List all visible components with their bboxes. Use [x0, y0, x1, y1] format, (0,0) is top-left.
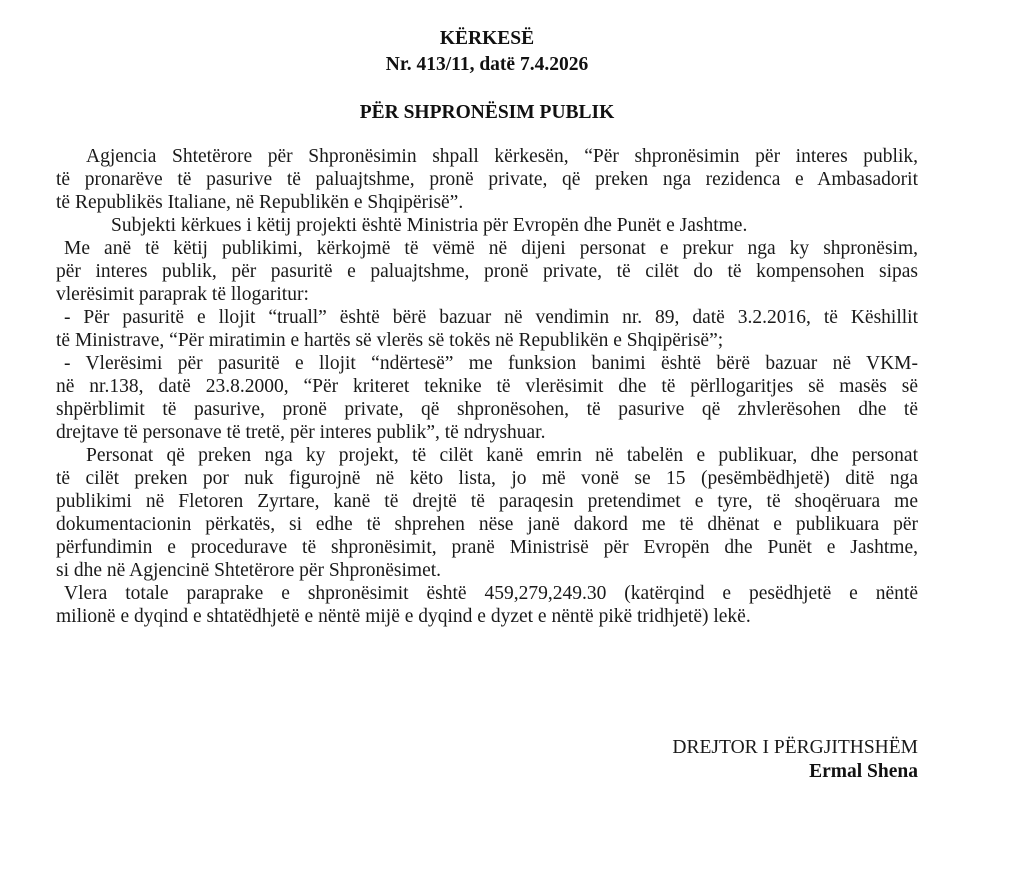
text-line: - Vlerësimi për pasuritë e llojit “ndërtesë” me funksion banimi është bërë bazuar në VKM- — [64, 353, 918, 374]
text-line: Me anë të këtij publikimi, kërkojmë të vëmë në dijeni personat e prekur nga ky shpronësim, — [64, 238, 918, 259]
text-line: të Republikës Italiane, në Republikën e Shqipërisë”. — [56, 192, 464, 213]
text-line: Vlera totale paraprake e shpronësimit është 459,279,249.30 (katërqind e pesëdhjetë e nëntë — [64, 583, 918, 604]
paragraph-affected-persons — [56, 444, 918, 582]
text-line: milionë e dyqind e shtatëdhjetë e nëntë mijë e dyqind e dyzet e nëntë pikë tridhjetë) lekë. — [56, 606, 751, 627]
text-line: Agjencia Shtetërore për Shpronësimin shpall kërkesën, “Për shpronësimin për interes publik, — [86, 146, 918, 167]
paragraph-land-valuation — [56, 306, 918, 352]
document-body — [56, 145, 918, 628]
text-line: shpërblimit të pasurive, pronë private, që shpronësohen, të pasurive që zhvlerësohen dhe të — [56, 399, 918, 420]
document-number: Nr. 413/11, datë 7.4.2026 — [385, 54, 589, 75]
text-line: Personat që preken nga ky projekt, të cilët kanë emrin në tabelën e publikuar, dhe personat — [86, 445, 918, 466]
paragraph-announcement — [56, 145, 918, 214]
document-subject: PËR SHPRONËSIM PUBLIK — [359, 102, 615, 123]
text-line: dokumentacionin përkatës, si edhe të shprehen nëse janë dakord me të dhënat e publikuara për — [56, 514, 918, 535]
text-line: si dhe në Agjencinë Shtetërore për Shpronësimet. — [56, 560, 442, 581]
signature-block — [672, 736, 918, 784]
text-line: përfundimin e procedurave të shpronësimit, pranë Ministrisë për Evropën dhe Punët e Jashtme, — [56, 537, 918, 558]
text-line: në nr.138, datë 23.8.2000, “Për kriteret teknike të vlerësimit dhe të përllogaritjes së masës së — [56, 376, 918, 397]
signatory-name: Ermal Shena — [809, 761, 918, 782]
paragraph-building-valuation — [56, 352, 918, 444]
text-line: - Për pasuritë e llojit “truall” është bërë bazuar në vendimin nr. 89, datë 3.2.2016, të Këshillit — [64, 307, 918, 328]
text-line: drejtave të personave të tretë, për interes publik”, të ndryshuar. — [56, 422, 546, 443]
text-line: për interes publik, për pasuritë e paluajtshme, pronë private, të cilët do të kompensohen sipas — [56, 261, 918, 282]
text-line: publikimi në Fletoren Zyrtare, kanë të drejtë të paraqesin pretendimet e tyre, të shoqëruara me — [56, 491, 918, 512]
paragraph-requesting-subject — [56, 214, 918, 237]
text-line: të Ministrave, “Për miratimin e hartës së vlerës së tokës në Republikën e Shqipërisë”; — [56, 330, 724, 351]
text-line: të cilët preken por nuk figurojnë në këto lista, jo më vonë se 15 (pesëmbëdhjetë) ditë nga — [56, 468, 918, 489]
document-page — [56, 26, 918, 628]
text-line: vlerësimit paraprak të llogaritur: — [56, 284, 309, 305]
text-line: Subjekti kërkues i këtij projekti është Ministria për Evropën dhe Punët e Jashtme. — [111, 215, 748, 236]
paragraph-notice — [56, 237, 918, 306]
paragraph-total-value — [56, 582, 918, 628]
signatory-role: DREJTOR I PËRGJITHSHËM — [672, 737, 918, 758]
text-line: të pronarëve të pasurive të paluajtshme, pronë private, që preken nga rezidenca e Ambasadorit — [56, 169, 918, 190]
document-title: KËRKESË — [439, 28, 535, 49]
